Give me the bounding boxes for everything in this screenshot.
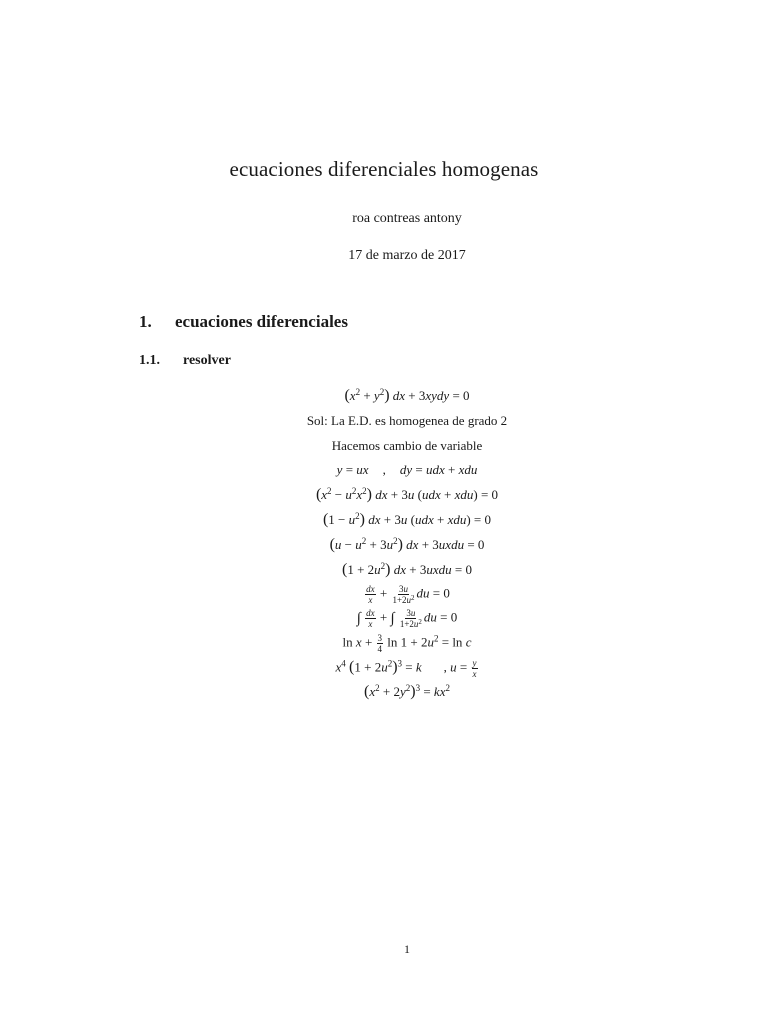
equation-8: ln x + $\frac{3}{4}$ $\ln 1 + 2u^2 = \ln c$: [342, 633, 472, 654]
equation-7: ∫ $\frac{dx}{x}$ + ∫ $\frac{3u}{1+2u^2}$ du = 0: [356, 608, 458, 629]
subsection-number: 1.1.: [139, 353, 160, 368]
section-title: ecuaciones diferenciales: [175, 312, 348, 331]
subsection-title: resolver: [183, 353, 231, 368]
equation-3: $(1 - u^2)$ dx + 3u (udx + xdu) = 0: [322, 511, 492, 528]
equation-5: $(1 + 2u^2)$ dx + 3uxdu = 0: [342, 561, 472, 578]
equation-1: $(x^2 + y^2)$ dx + 3xydy = 0: [344, 387, 470, 404]
equation-4: $(u - u^2 + 3u^2)$ dx + 3uxdu = 0: [329, 536, 485, 553]
solution-statement: Sol: La E.D. es homogenea de grado 2: [306, 413, 508, 428]
document-author: roa contreas antony: [352, 211, 462, 226]
section-heading: [139, 312, 348, 332]
section-number: 1.: [139, 312, 152, 331]
change-of-variable-text: Hacemos cambio de variable: [331, 438, 483, 453]
subsection-heading: [139, 353, 231, 369]
substitution-equation: y = ux , dy = udx + xdu: [336, 462, 478, 477]
equation-9: $x^4$ $(1 + 2u^2)^3 = k$ , u = $\frac{y}{x}$: [335, 658, 477, 679]
equation-10: $(x^2 + 2y^2)^3 = kx^2$: [364, 683, 450, 700]
equation-2: $(x^2 - u^2x^2)$ dx + 3u (udx + xdu) = 0: [315, 486, 499, 503]
page-number: 1: [404, 942, 410, 956]
equation-6: $\frac{dx}{x}$ + $\frac{3u}{1+2u^2}$ du = 0: [366, 584, 450, 605]
document-title: ecuaciones diferenciales homogenas: [229, 157, 539, 181]
document-date: 17 de marzo de 2017: [348, 248, 466, 263]
